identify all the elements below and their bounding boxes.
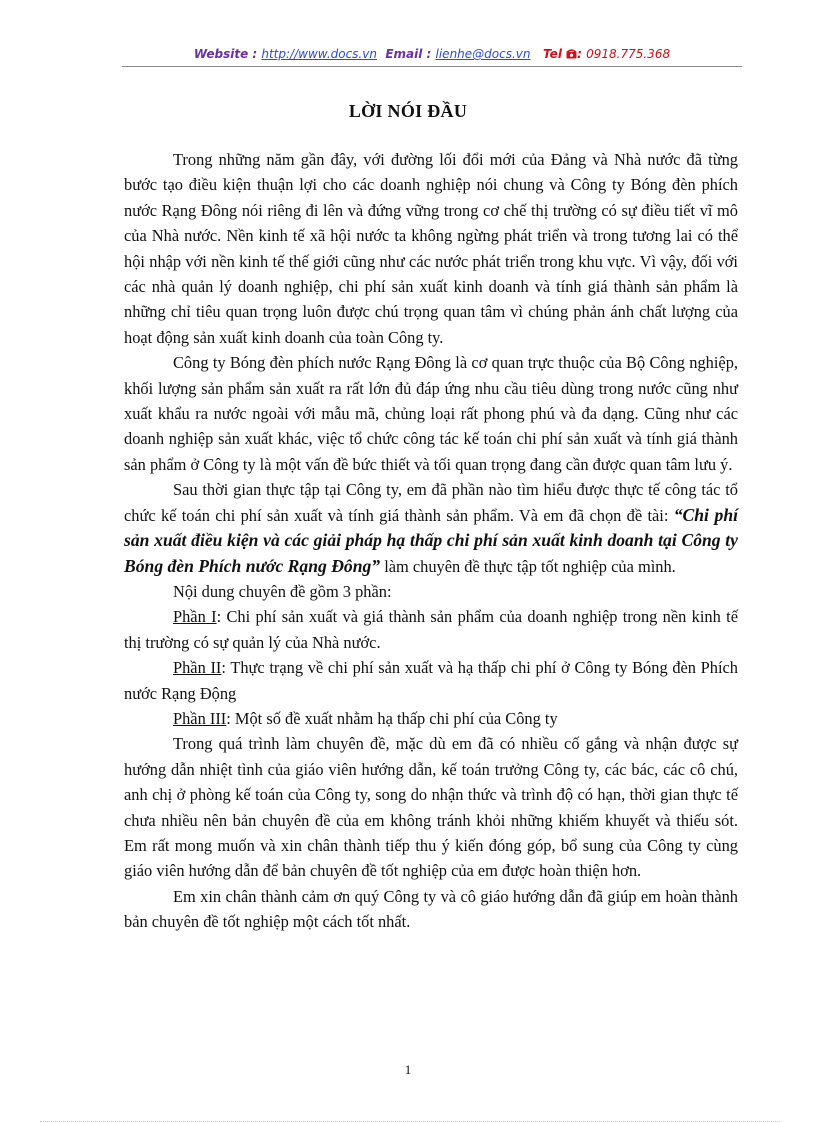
part-2 [124, 655, 738, 706]
part-2-text: : Thực trạng về chi phí sản xuất và hạ thấp chi phí ở Công ty Bóng đèn Phích nước Rạng Động [124, 658, 739, 703]
part-1 [124, 604, 738, 655]
website-link[interactable]: http://www.docs.vn [261, 47, 377, 61]
paragraph-intro: Trong những năm gần đây, với đường lối đổi mới của Đảng và Nhà nước đã từng bước tạo điều kiện thuận lợi cho các doanh nghiệp nói chung và Công ty Bóng đèn phích nước Rạng Đông nói riêng đi lên và đứng vững trong cơ chế thị trường có sự điều tiết vĩ mô của Nhà nước. Nền kinh tế xã hội nước ta không ngừng phát triển và trong tương lai có thể hội nhập với nền kinh tế thế giới cũng như các nước phát triển trong khu vực. Vì vậy, đối với các nhà quản lý doanh nghiệp, chi phí sản xuất kinh doanh và tính giá thành sản phẩm là những chỉ tiêu quan trọng luôn được chú trọng quan tâm vì chúng phản ánh chất lượng của hoạt động sản xuất kinh doanh của toàn Công ty. [124, 150, 738, 347]
header-divider [122, 66, 742, 67]
email-label: Email [385, 47, 423, 61]
email-colon: : [422, 47, 436, 61]
topic-lead: Sau thời gian thực tập tại Công ty, em đã phần nào tìm hiểu được thực tế công tác tổ chức kế toán chi phí sản xuất và tính giá thành sản phẩm. Và em đã chọn đề tài: [124, 480, 738, 525]
paragraph-outline: Nội dung chuyên đề gồm 3 phần: [173, 581, 392, 601]
paragraph-acknowledgement: Trong quá trình làm chuyên đề, mặc dù em đã có nhiều cố gắng và nhận được sự hướng dẫn nhiệt tình của giáo viên hướng dẫn, kế toán trưởng Công ty, các bác, các cô chú, anh chị ở phòng kế toán của Công ty, song do nhận thức và trình độ có hạn, thời gian thực tế chưa nhiều nên bản chuyên đề của em không tránh khỏi những khiếm khuyết và thiếu sót. Em rất mong muốn và xin chân thành tiếp thu ý kiến đóng góp, bổ sung của Công ty cùng giáo viên hướng dẫn để bản chuyên đề tốt nghiệp của em được hoàn thiện hơn. [124, 734, 738, 881]
website-label: Website [193, 47, 249, 61]
website-colon: : [248, 47, 262, 61]
part-3-text: : Một số đề xuất nhằm hạ thấp chi phí của Công ty [226, 708, 558, 728]
email-link[interactable]: lienhe@docs.vn [435, 47, 531, 61]
paragraph-company: Công ty Bóng đèn phích nước Rạng Đông là cơ quan trực thuộc của Bộ Công nghiệp, khối lượng sản phẩm sản xuất ra rất lớn đủ đáp ứng nhu cầu tiêu dùng trong nước cũng như xuất khẩu ra nước ngoài với mẫu mã, chủng loại rất phong phú và đa dạng. Cũng như các doanh nghiệp sản xuất khác, việc tổ chức công tác kế toán chi phí sản xuất và tính giá thành sản phẩm ở Công ty là một vấn đề bức thiết và tối quan trọng đang cần được quan tâm lưu ý. [124, 353, 738, 474]
part-1-label: Phần I [173, 607, 217, 627]
tel-number: 0918.775.368 [586, 47, 671, 61]
tel-colon: : [577, 47, 587, 61]
part-3 [124, 706, 738, 731]
document-body [124, 147, 738, 935]
page-number: 1 [404, 1062, 412, 1077]
paragraph-topic [124, 477, 738, 579]
topic-tail: làm chuyên đề thực tập tốt nghiệp của mình. [380, 556, 676, 576]
page-title: LỜI NÓI ĐẦU [348, 101, 468, 121]
part-3-label: Phần III [173, 708, 227, 728]
part-2-label: Phần II [173, 658, 222, 678]
part-1-text: : Chi phí sản xuất và giá thành sản phẩm của doanh nghiệp trong nền kinh tế thị trường có sự quản lý của Nhà nước. [124, 607, 738, 652]
telephone-icon [566, 49, 577, 59]
paragraph-thanks: Em xin chân thành cảm ơn quý Công ty và cô giáo hướng dẫn đã giúp em hoàn thành bản chuyên đề tốt nghiệp một cách tốt nhất. [124, 886, 738, 932]
footer-divider [40, 1121, 780, 1122]
topic-title: “Chi phí sản xuất điều kiện và các giải pháp hạ thấp chi phí sản xuất kinh doanh tại Công ty Bóng đèn Phích nước Rạng Đông” [124, 504, 738, 576]
page-header [122, 47, 742, 61]
tel-label: Tel [543, 47, 562, 61]
